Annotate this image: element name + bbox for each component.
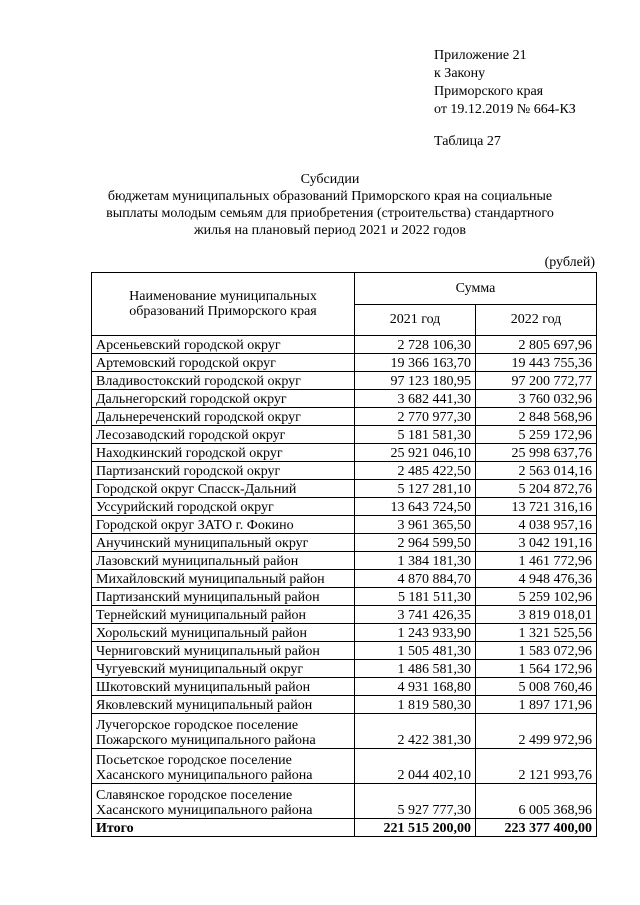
amount-2022: 2 121 993,76 bbox=[476, 749, 597, 784]
table-row bbox=[92, 498, 597, 516]
municipality-name: Яковлевский муниципальный район bbox=[92, 696, 355, 714]
table-row bbox=[92, 696, 597, 714]
total-2021: 221 515 200,00 bbox=[355, 819, 476, 837]
municipality-name-line: Славянское городское поселение bbox=[96, 788, 293, 803]
amount-2022: 4 948 476,36 bbox=[476, 570, 597, 588]
amount-2022: 13 721 316,16 bbox=[476, 498, 597, 516]
title-line: жилья на плановый период 2021 и 2022 годов bbox=[193, 223, 466, 238]
table-row bbox=[92, 534, 597, 552]
amount-2021: 2 964 599,50 bbox=[355, 534, 476, 552]
amount-2022: 2 848 568,96 bbox=[476, 408, 597, 426]
amount-2022: 3 760 032,96 bbox=[476, 390, 597, 408]
amount-2022: 2 805 697,96 bbox=[476, 336, 597, 354]
appendix-line: Приморского края bbox=[434, 84, 544, 99]
amount-2022: 25 998 637,76 bbox=[476, 444, 597, 462]
table-row bbox=[92, 606, 597, 624]
table-row bbox=[92, 784, 597, 819]
municipality-name: Лазовский муниципальный район bbox=[92, 552, 355, 570]
amount-2021: 2 485 422,50 bbox=[355, 462, 476, 480]
table-row bbox=[92, 714, 597, 749]
amount-2021: 4 870 884,70 bbox=[355, 570, 476, 588]
municipality-name: Партизанский муниципальный район bbox=[92, 588, 355, 606]
appendix-line: Приложение 21 bbox=[434, 48, 527, 63]
header-name-cell bbox=[92, 273, 355, 336]
table-row bbox=[92, 462, 597, 480]
municipality-name: Уссурийский городской округ bbox=[92, 498, 355, 516]
subsidy-table bbox=[91, 272, 597, 837]
municipality-name: Дальнегорский городской округ bbox=[92, 390, 355, 408]
appendix-line: от 19.12.2019 № 664-КЗ bbox=[434, 102, 576, 117]
appendix-line: к Закону bbox=[434, 66, 486, 81]
municipality-name: Тернейский муниципальный район bbox=[92, 606, 355, 624]
table-row bbox=[92, 624, 597, 642]
municipality-name: Шкотовский муниципальный район bbox=[92, 678, 355, 696]
amount-2022: 1 564 172,96 bbox=[476, 660, 597, 678]
amount-2021: 2 422 381,30 bbox=[355, 714, 476, 749]
amount-2021: 2 770 977,30 bbox=[355, 408, 476, 426]
municipality-name-line: Хасанского муниципального района bbox=[96, 768, 313, 783]
table-row bbox=[92, 642, 597, 660]
municipality-name: Михайловский муниципальный район bbox=[92, 570, 355, 588]
table-row bbox=[92, 408, 597, 426]
table-row bbox=[92, 660, 597, 678]
municipality-name: Городской округ ЗАТО г. Фокино bbox=[92, 516, 355, 534]
amount-2021: 2 044 402,10 bbox=[355, 749, 476, 784]
amount-2022: 5 259 102,96 bbox=[476, 588, 597, 606]
municipality-name: Находкинский городской округ bbox=[92, 444, 355, 462]
table-row bbox=[92, 570, 597, 588]
municipality-name: Партизанский городской округ bbox=[92, 462, 355, 480]
table-row bbox=[92, 588, 597, 606]
municipality-name bbox=[92, 784, 355, 819]
table-row bbox=[92, 516, 597, 534]
total-label: Итого bbox=[92, 819, 355, 837]
header-name-line: образований Приморского края bbox=[129, 304, 317, 319]
municipality-name: Лесозаводский городской округ bbox=[92, 426, 355, 444]
amount-2021: 97 123 180,95 bbox=[355, 372, 476, 390]
municipality-name-line: Пожарского муниципального района bbox=[96, 733, 316, 748]
municipality-name: Дальнереченский городской округ bbox=[92, 408, 355, 426]
municipality-name: Владивостокский городской округ bbox=[92, 372, 355, 390]
amount-2022: 5 008 760,46 bbox=[476, 678, 597, 696]
amount-2022: 5 204 872,76 bbox=[476, 480, 597, 498]
amount-2022: 6 005 368,96 bbox=[476, 784, 597, 819]
amount-2021: 3 682 441,30 bbox=[355, 390, 476, 408]
table-row bbox=[92, 749, 597, 784]
header-year-2022: 2022 год bbox=[476, 304, 597, 336]
amount-2022: 19 443 755,36 bbox=[476, 354, 597, 372]
amount-2022: 1 321 525,56 bbox=[476, 624, 597, 642]
amount-2022: 2 499 972,96 bbox=[476, 714, 597, 749]
table-row bbox=[92, 336, 597, 354]
amount-2021: 3 961 365,50 bbox=[355, 516, 476, 534]
total-2022: 223 377 400,00 bbox=[476, 819, 597, 837]
municipality-name-line: Посьетское городское поселение bbox=[96, 753, 292, 768]
amount-2021: 1 384 181,30 bbox=[355, 552, 476, 570]
amount-2021: 5 181 581,30 bbox=[355, 426, 476, 444]
municipality-name: Арсеньевский городской округ bbox=[92, 336, 355, 354]
table-row bbox=[92, 552, 597, 570]
table-row bbox=[92, 480, 597, 498]
municipality-name: Городской округ Спасск-Дальний bbox=[92, 480, 355, 498]
municipality-name bbox=[92, 749, 355, 784]
document-title bbox=[60, 171, 600, 239]
table-row bbox=[92, 426, 597, 444]
amount-2022: 3 819 018,01 bbox=[476, 606, 597, 624]
amount-2021: 1 819 580,30 bbox=[355, 696, 476, 714]
amount-2021: 1 505 481,30 bbox=[355, 642, 476, 660]
table-row bbox=[92, 678, 597, 696]
header-year-2021: 2021 год bbox=[355, 304, 476, 336]
total-row bbox=[92, 819, 597, 837]
amount-2022: 1 461 772,96 bbox=[476, 552, 597, 570]
title-line: выплаты молодым семьям для приобретения (строительства) стандартного bbox=[106, 206, 554, 221]
amount-2021: 5 127 281,10 bbox=[355, 480, 476, 498]
municipality-name: Анучинский муниципальный округ bbox=[92, 534, 355, 552]
amount-2021: 13 643 724,50 bbox=[355, 498, 476, 516]
amount-2022: 1 897 171,96 bbox=[476, 696, 597, 714]
table-row bbox=[92, 444, 597, 462]
table-number: Таблица 27 bbox=[434, 134, 501, 149]
amount-2022: 2 563 014,16 bbox=[476, 462, 597, 480]
municipality-name: Артемовский городской округ bbox=[92, 354, 355, 372]
amount-2022: 3 042 191,16 bbox=[476, 534, 597, 552]
amount-2022: 1 583 072,96 bbox=[476, 642, 597, 660]
table-row bbox=[92, 390, 597, 408]
municipality-name-line: Лучегорское городское поселение bbox=[96, 718, 299, 733]
table-row bbox=[92, 372, 597, 390]
amount-2021: 4 931 168,80 bbox=[355, 678, 476, 696]
unit-label: (рублей) bbox=[544, 255, 595, 270]
amount-2021: 1 486 581,30 bbox=[355, 660, 476, 678]
header-name-line: Наименование муниципальных bbox=[129, 289, 317, 304]
table-row bbox=[92, 354, 597, 372]
header-sum-cell: Сумма bbox=[355, 273, 597, 305]
appendix-block bbox=[434, 47, 576, 119]
amount-2022: 4 038 957,16 bbox=[476, 516, 597, 534]
amount-2021: 25 921 046,10 bbox=[355, 444, 476, 462]
amount-2021: 19 366 163,70 bbox=[355, 354, 476, 372]
municipality-name-line: Хасанского муниципального района bbox=[96, 803, 313, 818]
amount-2021: 5 181 511,30 bbox=[355, 588, 476, 606]
municipality-name bbox=[92, 714, 355, 749]
municipality-name: Черниговский муниципальный район bbox=[92, 642, 355, 660]
amount-2021: 3 741 426,35 bbox=[355, 606, 476, 624]
amount-2022: 5 259 172,96 bbox=[476, 426, 597, 444]
title-line: бюджетам муниципальных образований Приморского края на социальные bbox=[107, 189, 553, 204]
amount-2021: 5 927 777,30 bbox=[355, 784, 476, 819]
title-line: Субсидии bbox=[300, 172, 360, 187]
municipality-name: Хорольский муниципальный район bbox=[92, 624, 355, 642]
amount-2021: 2 728 106,30 bbox=[355, 336, 476, 354]
municipality-name: Чугуевский муниципальный округ bbox=[92, 660, 355, 678]
table-body bbox=[92, 336, 597, 837]
amount-2021: 1 243 933,90 bbox=[355, 624, 476, 642]
amount-2022: 97 200 772,77 bbox=[476, 372, 597, 390]
